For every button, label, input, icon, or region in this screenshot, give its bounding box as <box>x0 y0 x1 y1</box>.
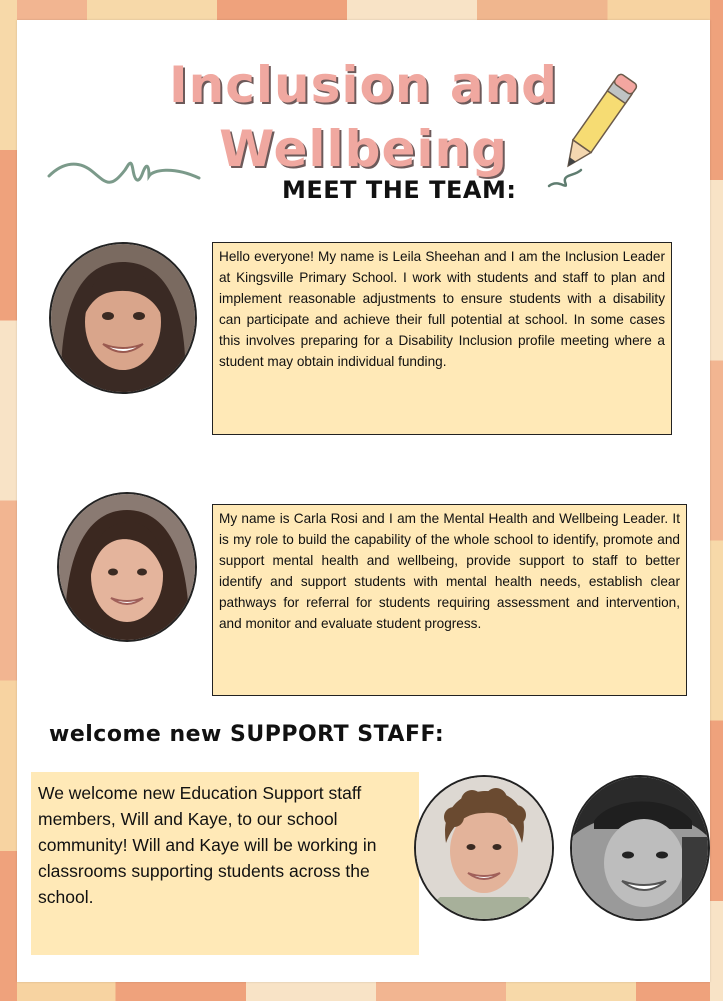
person-avatar-icon <box>572 777 708 919</box>
pencil-icon <box>535 68 660 193</box>
squiggle-icon <box>45 148 205 193</box>
person-avatar-icon <box>59 494 195 640</box>
person-avatar-icon <box>51 244 195 392</box>
meet-the-team-heading: MEET THE TEAM: <box>282 176 517 204</box>
carla-rosi-photo <box>57 492 197 642</box>
leila-bio: Hello everyone! My name is Leila Sheehan and I am the Inclusion Leader at Kingsville Primary School. I work with students and staff to plan and implement reasonable adjustments to ensure students with a disability can participate and achieve their full potential at school. In some cases this involves preparing for a Disability Inclusion profile meeting where a student may obtain individual funding. <box>212 242 672 435</box>
will-photo <box>414 775 554 921</box>
title-line-1: Inclusion and <box>169 56 558 114</box>
support-staff-heading: welcome new SUPPORT STAFF: <box>49 722 445 747</box>
kaye-photo <box>570 775 710 921</box>
leila-sheehan-photo <box>49 242 197 394</box>
carla-bio: My name is Carla Rosi and I am the Mental Health and Wellbeing Leader. It is my role to build the capability of the whole school to identify, promote and support mental health and wellbeing, provide support to staff to better identify and support students with mental health needs, establish clear pathways for referral for students requiring assessment and intervention, and monitor and evaluate student progress. <box>212 504 687 696</box>
support-staff-welcome: We welcome new Education Support staff members, Will and Kaye, to our school community! Will and Kaye will be working in classrooms supporting students across the school. <box>31 772 419 955</box>
person-avatar-icon <box>416 777 552 919</box>
title-line-2: Wellbeing <box>219 120 508 178</box>
newsletter-page <box>17 20 710 982</box>
